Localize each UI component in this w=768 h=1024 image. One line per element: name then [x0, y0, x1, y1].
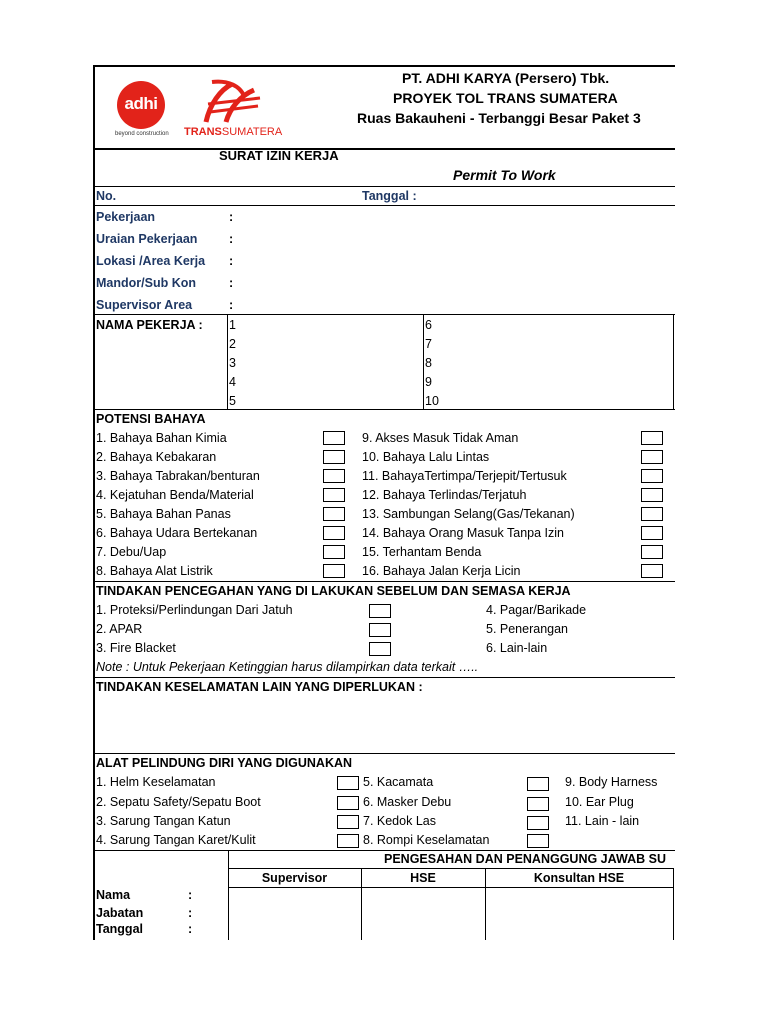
ppe-checkbox[interactable]	[337, 796, 359, 810]
prevention-title: TINDAKAN PENCEGAHAN YANG DI LAKUKAN SEBELUM DAN SEMASA KERJA	[96, 584, 571, 598]
worker-num: 1	[229, 318, 236, 332]
approval-col-hse: HSE	[410, 871, 436, 885]
logo-trans-text: TRANS	[184, 126, 222, 138]
worker-num: 10	[425, 394, 439, 408]
hazard-checkbox[interactable]	[323, 545, 345, 559]
worker-num: 9	[425, 375, 432, 389]
worker-num: 3	[229, 356, 236, 370]
hazard-checkbox[interactable]	[641, 507, 663, 521]
hazard-checkbox[interactable]	[323, 469, 345, 483]
ppe-item: 9. Body Harness	[565, 775, 658, 789]
hazard-checkbox[interactable]	[641, 431, 663, 445]
hazard-item: 14. Bahaya Orang Masuk Tanpa Izin	[362, 526, 564, 540]
workers-top-border	[93, 314, 675, 315]
hazard-item: 4. Kejatuhan Benda/Material	[96, 488, 254, 502]
prevention-checkbox[interactable]	[369, 604, 391, 618]
date-label: Tanggal :	[362, 189, 417, 203]
approval-row-label: Tanggal	[96, 922, 143, 936]
ppe-checkbox[interactable]	[527, 777, 549, 791]
hazard-checkbox[interactable]	[641, 450, 663, 464]
prevention-item: 5. Penerangan	[486, 622, 569, 636]
ppe-bottom-border	[93, 850, 675, 851]
hazard-item: 7. Debu/Uap	[96, 545, 167, 559]
ppe-item: 6. Masker Debu	[363, 795, 452, 809]
ppe-item: 7. Kedok Las	[363, 814, 436, 828]
hazard-checkbox[interactable]	[323, 564, 345, 578]
hazard-item: 11. BahayaTertimpa/Terjepit/Tertusuk	[362, 469, 567, 483]
ppe-checkbox[interactable]	[337, 834, 359, 848]
hazard-item: 6. Bahaya Udara Bertekanan	[96, 526, 258, 540]
form-title: SURAT IZIN KERJA	[219, 148, 339, 163]
field-pekerjaan-label: Pekerjaan	[96, 210, 156, 224]
hazard-checkbox[interactable]	[641, 526, 663, 540]
hazard-checkbox[interactable]	[641, 488, 663, 502]
approval-row-label: Nama	[96, 888, 131, 902]
approval-col-consultant: Konsultan HSE	[533, 871, 625, 885]
adhi-logo-text: adhi	[124, 94, 158, 113]
hazard-item: 16. Bahaya Jalan Kerja Licin	[362, 564, 521, 578]
ppe-checkbox[interactable]	[527, 834, 549, 848]
hazard-checkbox[interactable]	[323, 526, 345, 540]
field-supervisor-sep: :	[229, 298, 234, 312]
hazard-item: 15. Terhantam Benda	[362, 545, 482, 559]
hazard-item: 8. Bahaya Alat Listrik	[96, 564, 213, 578]
ppe-item: 10. Ear Plug	[565, 795, 634, 809]
meta-divider	[93, 205, 675, 206]
hazards-title: POTENSI BAHAYA	[96, 412, 206, 426]
approval-row-sep: :	[188, 906, 193, 920]
prevention-item: 4. Pagar/Barikade	[486, 603, 587, 617]
form-title-en: Permit To Work	[453, 167, 556, 183]
prevention-item: 6. Lain-lain	[486, 641, 548, 655]
hazard-checkbox[interactable]	[641, 564, 663, 578]
company-name: PT. ADHI KARYA (Persero) Tbk.	[402, 70, 610, 86]
worker-num: 8	[425, 356, 432, 370]
field-uraian-sep: :	[229, 232, 234, 246]
hazard-item: 5. Bahaya Bahan Panas	[96, 507, 231, 521]
ppe-checkbox[interactable]	[527, 797, 549, 811]
worker-num: 4	[229, 375, 236, 389]
approval-title: PENGESAHAN DAN PENANGGUNG JAWAB SU	[384, 852, 666, 866]
field-mandor-sep: :	[229, 276, 234, 290]
approval-right-border	[673, 868, 674, 940]
field-supervisor-label: Supervisor Area	[96, 298, 193, 312]
form-left-border	[93, 65, 95, 940]
worker-num: 6	[425, 318, 432, 332]
field-pekerjaan-sep: :	[229, 210, 234, 224]
ppe-item: 2. Sepatu Safety/Sepatu Boot	[96, 795, 261, 809]
no-label: No.	[96, 189, 117, 203]
approval-colhead-border	[228, 887, 674, 888]
section-name: Ruas Bakauheni - Terbanggi Besar Paket 3	[357, 110, 641, 126]
hazard-item: 10. Bahaya Lalu Lintas	[362, 450, 490, 464]
ppe-item: 4. Sarung Tangan Karet/Kulit	[96, 833, 256, 847]
workers-bottom-border	[93, 409, 675, 410]
hazard-item: 1. Bahaya Bahan Kimia	[96, 431, 227, 445]
prevention-checkbox[interactable]	[369, 642, 391, 656]
ppe-checkbox[interactable]	[337, 815, 359, 829]
approval-col-supervisor: Supervisor	[261, 871, 328, 885]
prevention-note: Note : Untuk Pekerjaan Ketinggian harus dilampirkan data terkait …..	[96, 660, 479, 674]
other-safety-title: TINDAKAN KESELAMATAN LAIN YANG DIPERLUKAN :	[96, 680, 423, 694]
hazard-checkbox[interactable]	[641, 545, 663, 559]
hazards-bottom-border	[93, 581, 675, 582]
prevention-item: 2. APAR	[96, 622, 143, 636]
ppe-checkbox[interactable]	[337, 776, 359, 790]
hazard-checkbox[interactable]	[323, 488, 345, 502]
ppe-item: 5. Kacamata	[363, 775, 434, 789]
logo-sumatera-text: SUMATERA	[221, 126, 283, 138]
hazard-item: 13. Sambungan Selang(Gas/Tekanan)	[362, 507, 575, 521]
approval-row-sep: :	[188, 888, 193, 902]
hazard-item: 2. Bahaya Kebakaran	[96, 450, 217, 464]
ppe-item: 11. Lain - lain	[565, 814, 640, 828]
prevention-item: 1. Proteksi/Perlindungan Dari Jatuh	[96, 603, 293, 617]
hazard-item: 3. Bahaya Tabrakan/benturan	[96, 469, 260, 483]
form-top-border	[93, 65, 675, 67]
worker-num: 5	[229, 394, 236, 408]
ppe-title: ALAT PELINDUNG DIRI YANG DIGUNAKAN	[96, 756, 353, 770]
workers-col-right-border	[673, 314, 674, 409]
workers-col-left-border	[227, 314, 228, 409]
hazard-checkbox[interactable]	[641, 469, 663, 483]
adhi-logo	[113, 78, 173, 140]
hazard-checkbox[interactable]	[323, 507, 345, 521]
worker-num: 2	[229, 337, 236, 351]
field-mandor-label: Mandor/Sub Kon	[96, 276, 196, 290]
header-divider	[93, 148, 675, 150]
prevention-checkbox[interactable]	[369, 623, 391, 637]
hazard-checkbox[interactable]	[323, 450, 345, 464]
field-lokasi-label: Lokasi /Area Kerja	[96, 254, 206, 268]
hazard-item: 9. Akses Masuk Tidak Aman	[362, 431, 519, 445]
ppe-item: 8. Rompi Keselamatan	[363, 833, 490, 847]
hazard-item: 12. Bahaya Terlindas/Terjatuh	[362, 488, 527, 502]
workers-col-mid-border	[423, 314, 424, 409]
approval-left-border	[228, 850, 229, 940]
hazard-checkbox[interactable]	[323, 431, 345, 445]
prevention-bottom-border	[93, 677, 675, 678]
adhi-logo-tagline: beyond construction	[115, 131, 169, 137]
approval-header-border	[228, 868, 674, 869]
other-safety-area[interactable]	[96, 697, 672, 751]
ppe-item: 3. Sarung Tangan Katun	[96, 814, 231, 828]
ppe-item: 1. Helm Keselamatan	[96, 775, 216, 789]
worker-num: 7	[425, 337, 432, 351]
trans-sumatera-logo	[182, 78, 292, 142]
approval-row-label: Jabatan	[96, 906, 144, 920]
prevention-item: 3. Fire Blacket	[96, 641, 176, 655]
field-lokasi-sep: :	[229, 254, 234, 268]
ppe-checkbox[interactable]	[527, 816, 549, 830]
title-divider	[93, 186, 675, 187]
approval-row-sep: :	[188, 922, 193, 936]
workers-label: NAMA PEKERJA :	[96, 318, 203, 332]
other-safety-bottom-border	[93, 753, 675, 754]
field-uraian-label: Uraian Pekerjaan	[96, 232, 198, 246]
project-name: PROYEK TOL TRANS SUMATERA	[393, 90, 618, 106]
